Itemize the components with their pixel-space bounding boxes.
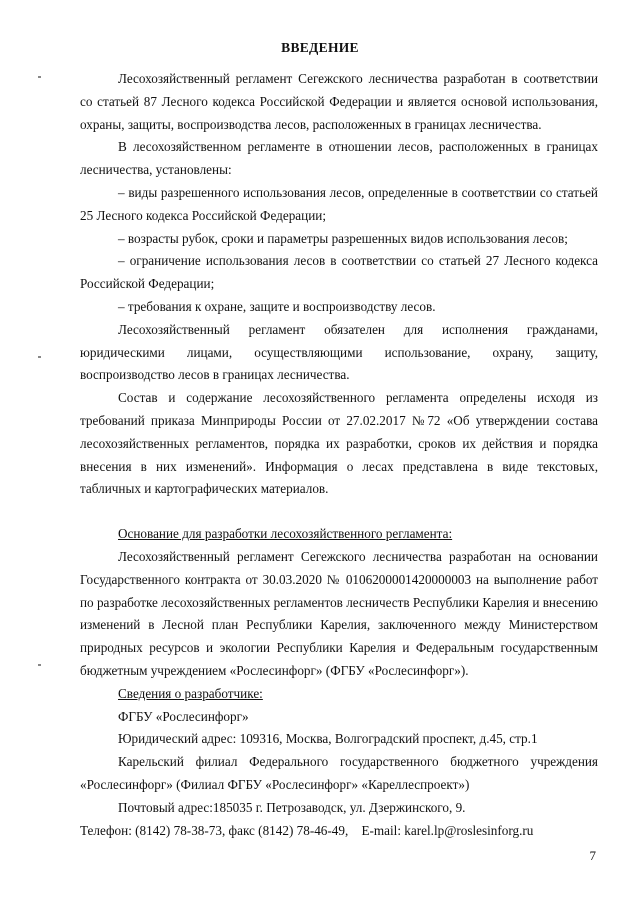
developer-heading: Сведения о разработчике: (118, 685, 263, 701)
paragraph: Состав и содержание лесохозяйственного регламента определены исходя из требований приказа Минприроды России от 27.02.2017 №72 «Об утверждении состава лесохозяйственных регламентов, порядка их разработки, сроков их действия и порядка внесения в них изменений». Информация о лесах представлена в виде текстовых, табличных и картографических материалов. (80, 390, 598, 497)
paragraph: Лесохозяйственный регламент Сегежского лесничества разработан в соответствии со статьей 87 Лесного кодекса Российской Федерации и является основой использования, охраны, защиты, воспроизводства лесов, расположенных в границах лесничества. (80, 71, 598, 132)
page-number: 7 (589, 848, 596, 863)
list-item: – требования к охране, защите и воспроизводству лесов. (118, 298, 436, 314)
contacts: Телефон: (8142) 78-38-73, факс (8142) 78-46-49, E-mail: karel.lp@roslesinforg.ru (80, 822, 534, 838)
postal-address: Почтовый адрес:185035 г. Петрозаводск, ул. Дзержинского, 9. (118, 799, 466, 815)
paragraph: Лесохозяйственный регламент Сегежского лесничества разработан на основании Государственного контракта от 30.03.2020 № 0106200001420000003 на выполнение работ по разработке лесохозяйственных регламентов лесничеств Республики Карелия и внесению изменений в Лесной план Республики Карелия, заключенного между Министерством природных ресурсов и экологии Республики Карелия и Федеральным государственным бюджетным учреждением «Рослесинфорг» (ФГБУ «Рослесинфорг»). (80, 548, 598, 678)
scan-mark (38, 76, 41, 78)
document-body (80, 68, 598, 842)
scan-mark (38, 356, 41, 358)
paragraph: Лесохозяйственный регламент обязателен для исполнения гражданами, юридическими лицами, осуществляющими использование, охрану, защиту, воспроизводство лесов в границах лесничества. (80, 321, 598, 383)
list-item: – возрасты рубок, сроки и параметры разрешенных видов использования лесов; (118, 230, 568, 246)
legal-address: Юридический адрес: 109316, Москва, Волгоградский проспект, д.45, стр.1 (118, 731, 538, 747)
scan-mark (38, 664, 41, 666)
branch-name: Карельский филиал Федерального государственного бюджетного учреждения «Рослесинфорг» (Филиал ФГБУ «Рослесинфорг» «Кареллеспроект») (80, 754, 598, 792)
paragraph: В лесохозяйственном регламенте в отношении лесов, расположенных в границах лесничества, установлены: (80, 139, 598, 178)
list-item: – виды разрешенного использования лесов, определенные в соответствии со статьей 25 Лесного кодекса Российской Федерации; (80, 184, 598, 223)
section-heading-developer (80, 683, 598, 706)
page-title: ВВЕДЕНИЕ (281, 40, 359, 55)
list-item: – ограничение использования лесов в соответствии со статьей 27 Лесного кодекса Российской Федерации; (80, 253, 598, 292)
developer-name: ФГБУ «Рослесинфорг» (118, 708, 249, 724)
section-heading-basis (80, 523, 598, 546)
basis-heading: Основание для разработки лесохозяйственного регламента: (118, 526, 453, 542)
